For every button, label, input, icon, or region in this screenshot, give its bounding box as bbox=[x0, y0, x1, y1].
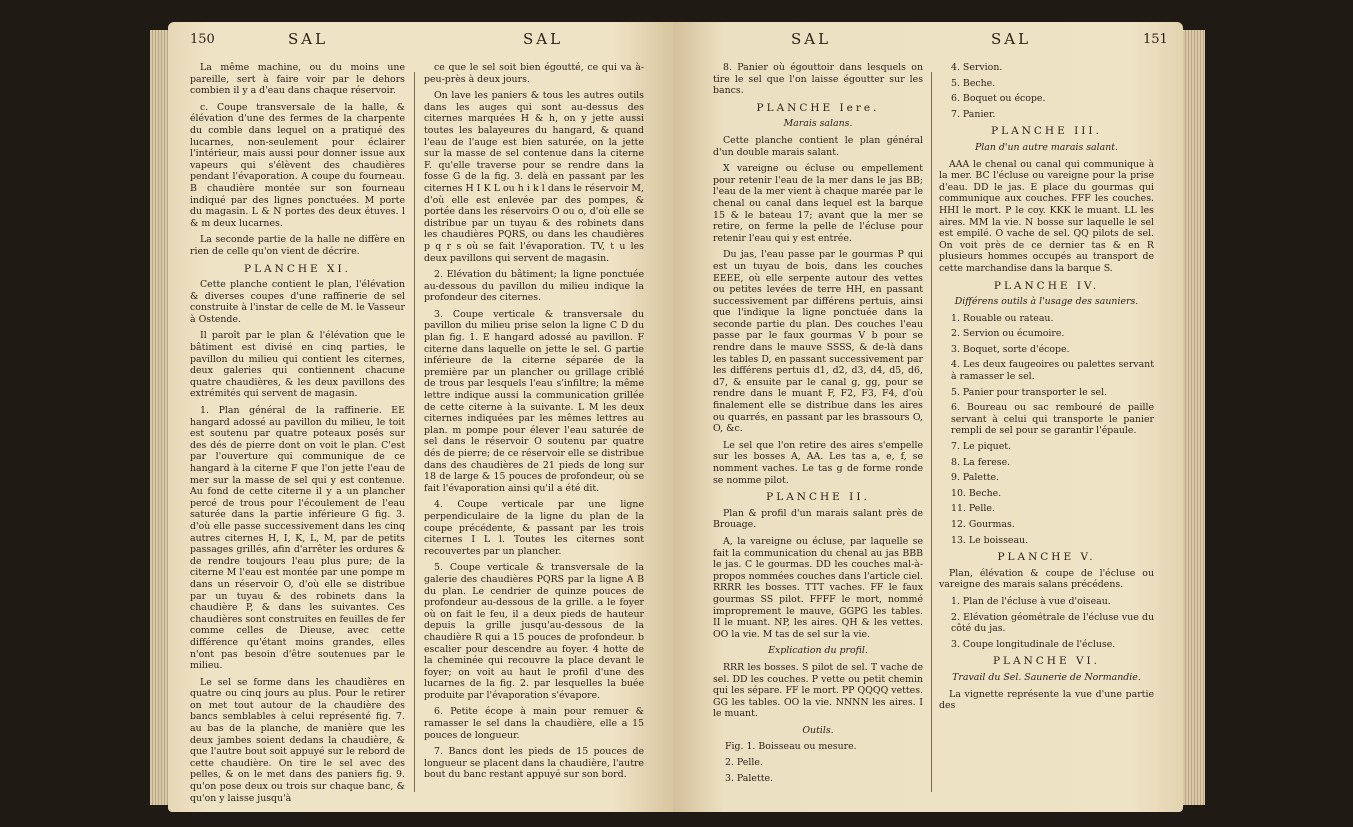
section-subtitle: Plan d'un autre marais salant. bbox=[974, 141, 1119, 153]
column-rule bbox=[931, 72, 932, 792]
paragraph: Cette planche contient le plan général d'un double marais salant. bbox=[713, 134, 923, 158]
plate-heading: PLANCHE VI. bbox=[992, 655, 1101, 668]
paragraph: ce que le sel soit bien égoutté, ce qui va à-peu-près à deux jours. bbox=[424, 62, 644, 85]
right-page-edges bbox=[1183, 30, 1205, 805]
list-item: 10. Beche. bbox=[951, 487, 1002, 499]
paragraph: 8. Panier où égouttoir dans lesquels on tire le sel que l'on laisse égoutter sur les bancs. bbox=[713, 62, 923, 97]
right-page bbox=[673, 22, 1183, 812]
paragraph: A, la vareigne ou écluse, par laquelle se fait la communication du chenal au jas BBB le jas. C le gourmas. DD les couches mal-à-propos nommées couches dans l'article ciel. RRRR les bosses. TTT vaches. FF le faux gourmas SS pilot. FFFF le mort, nommé improprement le mauve, GGPG les tables. II le muant. NP, les aires. QH & les vettes. OO la vie. M tas de sel sur la vie. bbox=[713, 535, 923, 640]
list-item: 11. Pelle. bbox=[951, 503, 995, 515]
section-subtitle: Marais salans. bbox=[783, 118, 853, 130]
list-item: 2. Elévation géométrale de l'écluse vue du côté du jas. bbox=[951, 611, 1154, 635]
paragraph: 5. Coupe verticale & transversale de la galerie des chaudières PQRS par la ligne A B du plan. Le cendrier de quinze pouces de profondeur au-dessous de la grille. a le foyer où on fait le feu, il a deux pieds de hauteur depuis la grille jusqu'au-dessous de la chaudière R qui a 15 pouces de profondeur. b escalier pour descendre au foyer. 4 hotte de la cheminée qui recouvre la place devant le foyer; on voit au haut le profil d'une des lucarnes de la fig. 2. par lesquelles la buée produite par l'évaporation s'évapore. bbox=[424, 562, 644, 701]
list-item: 7. Le piquet. bbox=[951, 441, 1012, 453]
paragraph: Le sel se forme dans les chaudières en quatre ou cinq jours au plus. Pour le retirer on met tout autour de la chaudière des bancs semblables à celui représenté fig. 7. au bas de la planche, de manière que les deux jambes soient dedans la chaudière, & que l'autre bout soit appuyé sur le rebord de cette chaudière. On tire le sel avec des pelles, & on le met dans des paniers fig. 9. qu'on pose deux ou trois sur chaque banc, & qu'on y laisse jusqu'à bbox=[190, 676, 405, 804]
text-column-1 bbox=[190, 62, 405, 809]
list-item: 2. Pelle. bbox=[725, 757, 763, 769]
section-subtitle: Travail du Sel. Saunerie de Normandie. bbox=[952, 671, 1141, 683]
page-number: 150 bbox=[190, 32, 215, 47]
paragraph: 3. Coupe verticale & transversale du pavillon du milieu prise selon la ligne C D du plan fig. 1. E hangard adossé au pavillon. F citerne dans laquelle on jette le sel. G partie inférieure de la citerne séparée de la première par un plancher ou grillage criblé de trous par lesquels l'eau s'infiltre; la même lettre indique aussi la communication grillée de cette citerne à la suivante. L M les deux citernes indiquées par les mêmes lettres au plan. m pompe pour élever l'eau saturée de sel dans le réservoir O soutenu par quatre dés de pierre; de ce réservoir elle se distribue dans des chaudières de 21 pieds de long sur 18 de large & 15 pouces de profondeur, où se fait l'évaporation ainsi qu'il a été dit. bbox=[424, 308, 644, 494]
paragraph: Il paroît par le plan & l'élévation que le bâtiment est divisé en cinq parties, le pavillon du milieu qui contient les citernes, deux galeries qui contiennent chacune quatre chaudières, & les deux pavillons des extrémités qui servent de magasin. bbox=[190, 330, 405, 400]
paragraph: Le sel que l'on retire des aires s'empelle sur les bosses A, AA. Les tas a, e, f, se nomment vaches. Le tas g de forme ronde se nomme pilot. bbox=[713, 439, 923, 486]
plate-heading: PLANCHE V. bbox=[997, 551, 1096, 564]
list-item: 8. La ferese. bbox=[951, 456, 1011, 468]
list-item: 12. Gourmas. bbox=[951, 519, 1015, 530]
plate-heading: PLANCHE II. bbox=[766, 491, 870, 504]
list-item: 3. Coupe longitudinale de l'écluse. bbox=[951, 638, 1116, 650]
list-item: 2. Servion ou écumoire. bbox=[951, 328, 1065, 340]
paragraph: La seconde partie de la halle ne diffère en rien de celle qu'on vient de décrire. bbox=[190, 234, 405, 257]
list-item: 9. Palette. bbox=[951, 472, 1000, 484]
paragraph: Plan, élévation & coupe de l'écluse ou vareigne des marais salans précédens. bbox=[939, 567, 1154, 591]
list-item: Fig. 1. Boisseau ou mesure. bbox=[725, 741, 857, 753]
text-column-1 bbox=[713, 62, 923, 788]
paragraph: 7. Bancs dont les pieds de 15 pouces de longueur se placent dans la chaudière, l'autre bout du banc restant appuyé sur son bord. bbox=[424, 746, 644, 781]
list-item: 5. Beche. bbox=[951, 77, 996, 89]
running-head: SAL bbox=[523, 30, 564, 48]
paragraph: La vignette représente la vue d'une partie des bbox=[939, 688, 1154, 712]
plate-heading: PLANCHE IV. bbox=[993, 279, 1100, 292]
paragraph: Plan & profil d'un marais salant près de Brouage. bbox=[713, 507, 923, 531]
paragraph: 1. Plan général de la raffinerie. EE hangard adossé au pavillon du milieu, le toit est soutenu par quatre poteaux posés sur des dés de pierre dont on voit le plan. C'est par l'ouverture qui communique de ce hangard à la citerne F que l'on jette l'eau de mer sur la masse de sel qui y est contenue. Au fond de cette citerne il y a un plancher percé de trous pour l'écoulement de l'eau saturée dans la partie inférieure G fig. 3. d'où elle passe successivement dans les cinq autres citernes H, I, K, L, M, par de petits passages grillés, afin d'arrêter les ordures & de rendre toujours l'eau plus pure; de la citerne M l'eau est montée par une pompe m dans un réservoir O, d'où elle se distribue par un tuyau & des robinets dans la chaudière P, & dans les suivantes. Ces chaudières sont construites en feuilles de fer comme celles de Dieuse, avec cette différence qu'étant moins grandes, elles n'ont pas besoin d'être soutenues par le milieu. bbox=[190, 405, 405, 672]
paragraph: Du jas, l'eau passe par le gourmas P qui est un tuyau de bois, dans les couches EEEE, où elle serpente autour des vettes ou petites levées de terre HH, en passant successivement par différens pertuis, ainsi que l'indique la ligne ponctuée dans la seconde partie du plan. Des couches l'eau passe par le faux gourmas V b pour se rendre dans le mauve SSSS, & de-là dans les tables D, en passant successivement par les différens pertuis d1, d2, d3, d4, d5, d6, d7, & ensuite par le canal g, gg, pour se rendre dans le muant F, F2, F3, F4, d'où finalement elle se distribue dans les aires ou quarrés, en passant par les brassours O, O, &c. bbox=[713, 249, 923, 435]
left-page-edges bbox=[150, 30, 170, 805]
list-item: 5. Panier pour transporter le sel. bbox=[951, 386, 1108, 398]
paragraph: c. Coupe transversale de la halle, & élévation d'une des fermes de la charpente du comble dans lequel on a pratiqué des lucarnes, non-seulement pour éclairer l'intérieur, mais aussi pour donner issue aux vapeurs qui s'élèvent des chaudières pendant l'évaporation. A coupe du fourneau. B chaudière montée sur son fourneau indiqué par des lignes ponctuées. M porte du magasin. L & N portes des deux étuves. l & m deux lucarnes. bbox=[190, 101, 405, 229]
paragraph: Cette planche contient le plan, l'élévation & diverses coupes d'une raffinerie de sel construite à l'instar de celle de M. le Vasseur à Ostende. bbox=[190, 279, 405, 325]
section-subtitle: Différens outils à l'usage des sauniers. bbox=[954, 296, 1139, 308]
plate-heading: PLANCHE Iere. bbox=[756, 101, 880, 114]
list-item: 1. Rouable ou rateau. bbox=[951, 312, 1054, 324]
list-item: 3. Palette. bbox=[725, 772, 774, 784]
list-item: 4. Les deux faugeoires ou palettes servant à ramasser le sel. bbox=[951, 359, 1154, 383]
paragraph: RRR les bosses. S pilot de sel. T vache de sel. DD les couches. P vette ou petit chemin qui les sépare. FF le mort. PP QQQQ vettes. GG les tables. OO la vie. NNNN les aires. I le muant. bbox=[713, 661, 923, 720]
paragraph: AAA le chenal ou canal qui communique à la mer. BC l'écluse ou vareigne pour la prise d'eau. DD le jas. E place du gourmas qui communique aux couches. FFF les couches. HHI le mort. P le coy. KKK le muant. LL les aires. MM la vie. N bosse sur laquelle le sel est empilé. O vache de sel. QQ pilots de sel. On voit près de ce dernier tas & en R plusieurs hommes occupés au transport de cette marchandise dans la barque S. bbox=[939, 158, 1154, 274]
list-item: 6. Boureau ou sac rembouré de paille servant à celui qui transporte le panier rempli de sel pour se garantir l'épaule. bbox=[951, 402, 1154, 437]
section-subtitle: Outils. bbox=[802, 724, 834, 736]
paragraph: On lave les paniers & tous les autres outils dans les auges qui sont au-dessus des citernes marquées H & h, on y jette aussi toutes les balayeures du hangard, & quand l'eau de l'auge est bien saturée, on la jette sur la masse de sel contenue dans la citerne F. qu'elle traverse pour se rendre dans la fosse G de la fig. 3. delà en passant par les citernes H I K L ou h i k l dans le réservoir M, d'où elle est enlevée par des pompes, & portée dans les réservoirs O ou o, d'où elle se distribue par un tuyau & des robinets dans les chaudières PQRS, ou dans les chaudières p q r s où se fait l'évaporation. TV, t u les deux pavillons qui servent de magasin. bbox=[424, 90, 644, 264]
list-item: 7. Panier. bbox=[951, 108, 996, 120]
list-item: 6. Boquet ou écope. bbox=[951, 93, 1046, 105]
left-page bbox=[168, 22, 673, 812]
running-head: SAL bbox=[791, 30, 832, 48]
column-rule bbox=[414, 72, 415, 792]
section-subtitle: Explication du profil. bbox=[768, 645, 868, 657]
text-column-2 bbox=[424, 62, 644, 786]
paragraph: La même machine, ou du moins une pareille, sert à faire voir par le dehors combien il y a d'eau dans chaque réservoir. bbox=[190, 62, 405, 97]
paragraph: 6. Petite écope à main pour remuer & ramasser le sel dans la chaudière, elle a 15 pouces de longueur. bbox=[424, 706, 644, 741]
running-head: SAL bbox=[288, 30, 329, 48]
list-item: 4. Servion. bbox=[951, 62, 1003, 73]
list-item: 3. Boquet, sorte d'écope. bbox=[951, 343, 1070, 355]
paragraph: 4. Coupe verticale par une ligne perpendiculaire de la ligne du plan de la coupe précédente, & passant par les trois citernes I L l. Toutes les citernes sont recouvertes par un plancher. bbox=[424, 499, 644, 557]
plate-heading: PLANCHE III. bbox=[991, 125, 1102, 138]
paragraph: 2. Elévation du bâtiment; la ligne ponctuée au-dessous du pavillon du milieu indique la profondeur des citernes. bbox=[424, 269, 644, 304]
text-column-2 bbox=[939, 62, 1154, 717]
plate-heading: PLANCHE XI. bbox=[244, 262, 351, 275]
paragraph: X vareigne ou écluse ou empellement pour retenir l'eau de la mer dans le jas BB; l'eau de la mer vient à chaque marée par le chenal ou canal dans lequel est la barque 15 & le bateau 17; avant que la mer se retire, on ferme la pelle de l'écluse pour retenir l'eau qui y est entrée. bbox=[713, 163, 923, 244]
list-item: 1. Plan de l'écluse à vue d'oiseau. bbox=[951, 595, 1111, 607]
running-head: SAL bbox=[991, 30, 1032, 48]
page-number: 151 bbox=[1143, 32, 1168, 47]
list-item: 13. Le boisseau. bbox=[951, 534, 1029, 546]
